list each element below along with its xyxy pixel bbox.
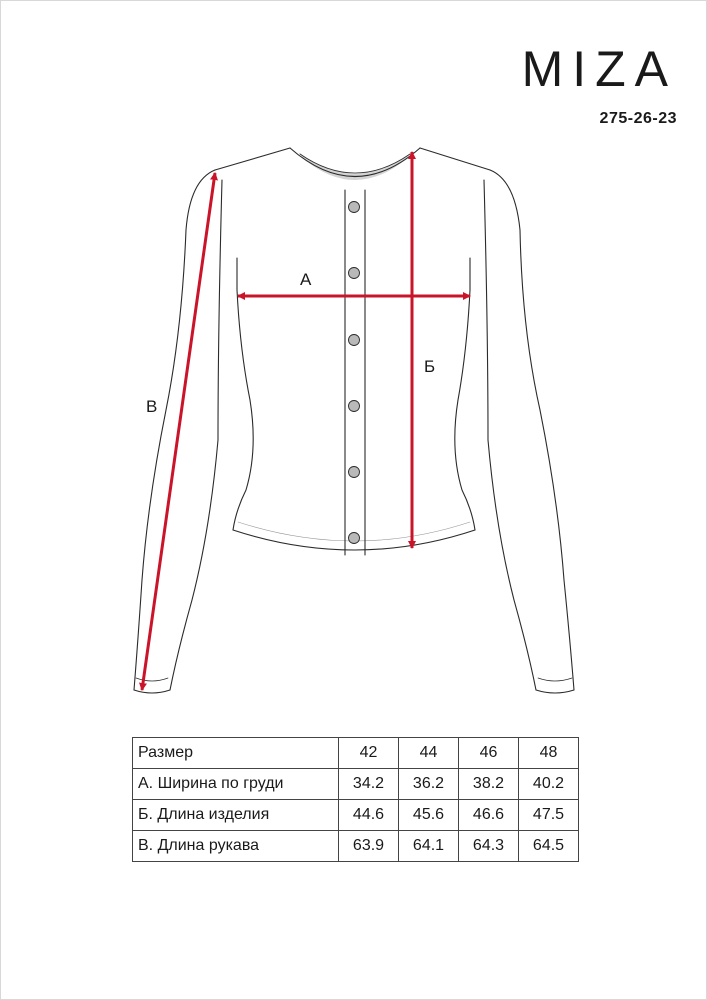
table-header-size: 44 — [399, 738, 459, 769]
table-cell: 63.9 — [339, 831, 399, 862]
table-row — [133, 800, 579, 831]
measure-arrows — [142, 152, 470, 690]
table-cell: 64.3 — [459, 831, 519, 862]
cuff-right-seam — [538, 678, 572, 681]
button — [349, 401, 360, 412]
table-cell: 64.1 — [399, 831, 459, 862]
button — [349, 533, 360, 544]
table-cell: 45.6 — [399, 800, 459, 831]
table-cell: 34.2 — [339, 769, 399, 800]
label-garment-length: Б — [424, 357, 436, 376]
article-number: 275-26-23 — [599, 110, 677, 127]
table-cell: 64.5 — [519, 831, 579, 862]
shoulder-left — [215, 148, 290, 170]
label-chest-width: А — [300, 270, 312, 289]
row-label: В. Длина рукава — [133, 831, 339, 862]
button — [349, 467, 360, 478]
table-row — [133, 769, 579, 800]
body-side-left — [233, 258, 253, 530]
shoulder-right — [420, 148, 490, 170]
table-cell: 46.6 — [459, 800, 519, 831]
table-cell: 38.2 — [459, 769, 519, 800]
sleeve-right-outer — [490, 170, 574, 690]
body-side-right — [455, 258, 475, 530]
table-cell: 36.2 — [399, 769, 459, 800]
table-row — [133, 831, 579, 862]
button — [349, 335, 360, 346]
table-header-size: 48 — [519, 738, 579, 769]
brand-logo: MIZA — [521, 41, 677, 97]
table-header-label: Размер — [133, 738, 339, 769]
cuff-left-seam — [136, 678, 168, 681]
table-cell: 47.5 — [519, 800, 579, 831]
row-label: А. Ширина по груди — [133, 769, 339, 800]
button — [349, 202, 360, 213]
buttons — [349, 202, 360, 544]
neckline-inner — [300, 154, 410, 173]
label-sleeve-length: В — [146, 397, 158, 416]
garment-outline — [134, 148, 574, 693]
button — [349, 268, 360, 279]
table-header-row — [133, 738, 579, 769]
row-label: Б. Длина изделия — [133, 800, 339, 831]
cuff-right — [536, 690, 574, 693]
sleeve-left-outer — [134, 170, 215, 690]
table-cell: 44.6 — [339, 800, 399, 831]
table-header-size: 46 — [459, 738, 519, 769]
table-cell: 40.2 — [519, 769, 579, 800]
sleeve-right-inner — [484, 180, 536, 690]
cuff-left — [134, 690, 170, 693]
table-header-size: 42 — [339, 738, 399, 769]
neckline — [290, 148, 420, 177]
arrow-sleeve-length — [142, 173, 215, 690]
size-table — [132, 737, 579, 862]
